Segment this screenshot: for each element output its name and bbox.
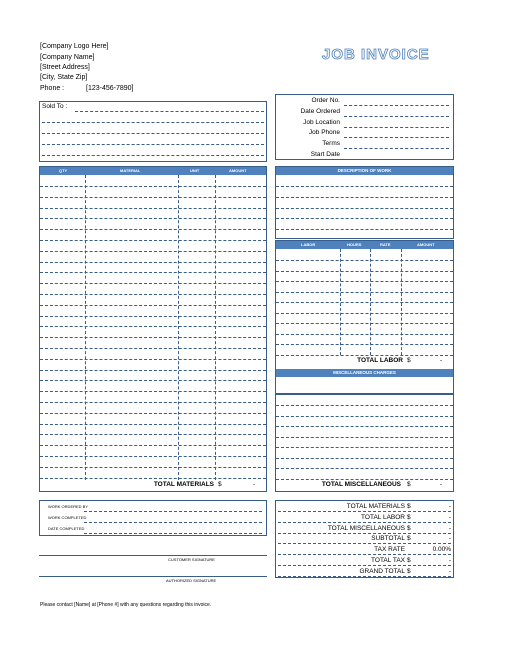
materials-row-line bbox=[40, 262, 266, 263]
sold-to-line bbox=[42, 122, 264, 123]
materials-row-line bbox=[40, 305, 266, 306]
description-box bbox=[275, 166, 454, 239]
description-row-line bbox=[276, 208, 453, 209]
total-misc-value: - bbox=[440, 481, 443, 488]
company-name: [Company Name] bbox=[40, 54, 95, 61]
materials-row-line bbox=[40, 294, 266, 295]
materials-row-line bbox=[40, 413, 266, 414]
materials-row-line bbox=[40, 348, 266, 349]
summary-row-line bbox=[278, 522, 451, 523]
total-misc-label: TOTAL MISCELLANEOUS bbox=[321, 481, 401, 488]
summary-label: TOTAL TAX bbox=[371, 557, 405, 564]
materials-row-line bbox=[40, 272, 266, 273]
materials-col-qty: QTY bbox=[59, 168, 68, 173]
order-field-label: Order No. bbox=[311, 97, 340, 104]
sold-to-line bbox=[42, 144, 264, 145]
company-city: [City, State Zip] bbox=[40, 74, 88, 81]
materials-row-line bbox=[40, 445, 266, 446]
misc-row-line bbox=[276, 437, 453, 438]
company-street: [Street Address] bbox=[40, 64, 90, 71]
materials-row-line bbox=[40, 370, 266, 371]
materials-row-line bbox=[40, 229, 266, 230]
summary-value: - bbox=[448, 503, 451, 510]
labor-row-line bbox=[276, 355, 453, 356]
materials-row-line bbox=[40, 402, 266, 403]
labor-row-line bbox=[276, 302, 453, 303]
company-phone-label: Phone : bbox=[40, 85, 65, 92]
materials-row-line bbox=[40, 478, 266, 479]
summary-label: TAX RATE bbox=[374, 546, 405, 554]
summary-row-line bbox=[278, 554, 451, 555]
summary-label: TOTAL LABOR bbox=[361, 513, 405, 521]
order-field-label: Date Ordered bbox=[300, 107, 340, 115]
description-row-line bbox=[276, 229, 453, 230]
work-notes-box bbox=[39, 500, 267, 536]
labor-row-line bbox=[276, 271, 453, 272]
misc-row-line bbox=[276, 468, 453, 469]
footer-contact-note: Please contact [Name] at [Phone #] with any questions regarding this invoice. bbox=[40, 602, 212, 608]
misc-header: MISCELLANEOUS CHARGES bbox=[276, 369, 453, 377]
order-field-line bbox=[344, 148, 449, 149]
customer-signature-label: CUSTOMER SIGNATURE bbox=[168, 557, 215, 562]
total-materials-value: - bbox=[253, 481, 256, 488]
summary-currency: $ bbox=[407, 503, 411, 510]
labor-row-line bbox=[276, 292, 453, 293]
misc-row-line bbox=[276, 479, 453, 480]
summary-value: 0.00% bbox=[432, 546, 451, 554]
materials-row-line bbox=[40, 434, 266, 435]
materials-row-line bbox=[40, 424, 266, 425]
order-field-line bbox=[344, 127, 449, 128]
description-header: DESCRIPTION OF WORK bbox=[276, 167, 453, 175]
materials-row-line bbox=[40, 467, 266, 468]
summary-value: - bbox=[448, 557, 451, 564]
labor-row-line bbox=[276, 344, 453, 345]
labor-col-rate: RATE bbox=[380, 242, 391, 247]
authorized-signature-label: AUTHORIZED SIGNATURE bbox=[166, 578, 217, 583]
order-field-label: Job Location bbox=[303, 118, 340, 126]
materials-col-amount: AMOUNT bbox=[229, 168, 247, 173]
labor-col-labor: LABOR bbox=[301, 242, 316, 247]
materials-row-line bbox=[40, 316, 266, 317]
page-title: JOB INVOICE bbox=[322, 46, 430, 63]
description-row-line bbox=[276, 197, 453, 198]
summary-row-line bbox=[278, 576, 451, 577]
customer-signature-line bbox=[39, 555, 267, 556]
total-labor-currency: $ bbox=[407, 357, 411, 364]
materials-col-unit: UNIT bbox=[190, 168, 200, 173]
summary-currency: $ bbox=[407, 557, 411, 564]
company-logo-placeholder: [Company Logo Here] bbox=[40, 43, 109, 50]
summary-value: - bbox=[448, 524, 451, 532]
order-field-line bbox=[344, 137, 449, 138]
labor-col-hours: HOURS bbox=[347, 242, 362, 247]
summary-row-line bbox=[278, 543, 451, 544]
labor-row-line bbox=[276, 260, 453, 261]
summary-currency: $ bbox=[407, 535, 411, 543]
order-info-box bbox=[275, 94, 454, 160]
materials-row-line bbox=[40, 391, 266, 392]
misc-row-line bbox=[276, 405, 453, 406]
summary-value: - bbox=[448, 567, 451, 575]
description-row-line bbox=[276, 186, 453, 187]
sold-to-line bbox=[42, 155, 264, 156]
materials-row-line bbox=[40, 359, 266, 360]
misc-row-line bbox=[276, 458, 453, 459]
order-field-label: Start Date bbox=[310, 151, 340, 158]
total-materials-label: TOTAL MATERIALS bbox=[153, 481, 214, 488]
total-misc-currency: $ bbox=[407, 481, 411, 488]
misc-row-line bbox=[276, 447, 453, 448]
materials-row-line bbox=[40, 240, 266, 241]
order-field-label: Terms bbox=[322, 140, 340, 148]
summary-row-line bbox=[278, 533, 451, 534]
materials-row-line bbox=[40, 218, 266, 219]
summary-label: TOTAL MATERIALS bbox=[346, 503, 405, 510]
materials-col-material: MATERIAL bbox=[120, 168, 141, 173]
misc-table bbox=[275, 394, 454, 492]
work-ordered-by-label: WORK ORDERED BY bbox=[48, 504, 89, 509]
sold-to-line bbox=[75, 111, 264, 112]
date-completed-label: DATE COMPLETED bbox=[48, 526, 85, 531]
order-field-line bbox=[344, 105, 449, 106]
materials-table bbox=[39, 166, 267, 492]
company-phone-value: [123-456-7890] bbox=[86, 85, 134, 92]
summary-label: TOTAL MISCELLANEOUS bbox=[327, 524, 405, 532]
summary-row-line bbox=[278, 511, 451, 512]
order-field-line bbox=[344, 159, 449, 160]
sold-to-line bbox=[42, 133, 264, 134]
materials-row-line bbox=[40, 197, 266, 198]
total-labor-value: - bbox=[440, 357, 443, 364]
materials-row-line bbox=[40, 326, 266, 327]
labor-row-line bbox=[276, 334, 453, 335]
labor-col-amount: AMOUNT bbox=[417, 242, 435, 247]
materials-row-line bbox=[40, 186, 266, 187]
misc-row-line bbox=[276, 426, 453, 427]
notes-line bbox=[84, 511, 262, 512]
summary-label: SUBTOTAL bbox=[371, 535, 405, 543]
materials-row-line bbox=[40, 251, 266, 252]
labor-row-line bbox=[276, 281, 453, 282]
summary-label: GRAND TOTAL bbox=[359, 567, 405, 575]
summary-row-line bbox=[278, 565, 451, 566]
summary-box bbox=[275, 500, 454, 578]
labor-row-line bbox=[276, 323, 453, 324]
misc-row-line bbox=[276, 416, 453, 417]
authorized-signature-line bbox=[39, 576, 267, 577]
sold-to-box bbox=[39, 101, 267, 162]
total-materials-currency: $ bbox=[218, 481, 222, 488]
order-field-line bbox=[344, 116, 449, 117]
summary-value: - bbox=[448, 535, 451, 543]
order-field-label: Job Phone bbox=[308, 129, 340, 137]
summary-currency: $ bbox=[407, 567, 411, 575]
summary-currency: $ bbox=[407, 513, 411, 521]
work-completed-label: WORK COMPLETED bbox=[48, 515, 87, 520]
summary-value: - bbox=[448, 513, 451, 521]
materials-row-line bbox=[40, 283, 266, 284]
materials-row-line bbox=[40, 380, 266, 381]
sold-to-label: Sold To : bbox=[42, 103, 68, 110]
notes-line bbox=[84, 533, 262, 534]
materials-row-line bbox=[40, 208, 266, 209]
labor-row-line bbox=[276, 313, 453, 314]
total-labor-label: TOTAL LABOR bbox=[357, 357, 403, 364]
materials-row-line bbox=[40, 337, 266, 338]
notes-line bbox=[84, 522, 262, 523]
labor-table bbox=[275, 240, 454, 394]
materials-row-line bbox=[40, 456, 266, 457]
summary-currency: $ bbox=[407, 524, 411, 532]
description-row-line bbox=[276, 218, 453, 219]
